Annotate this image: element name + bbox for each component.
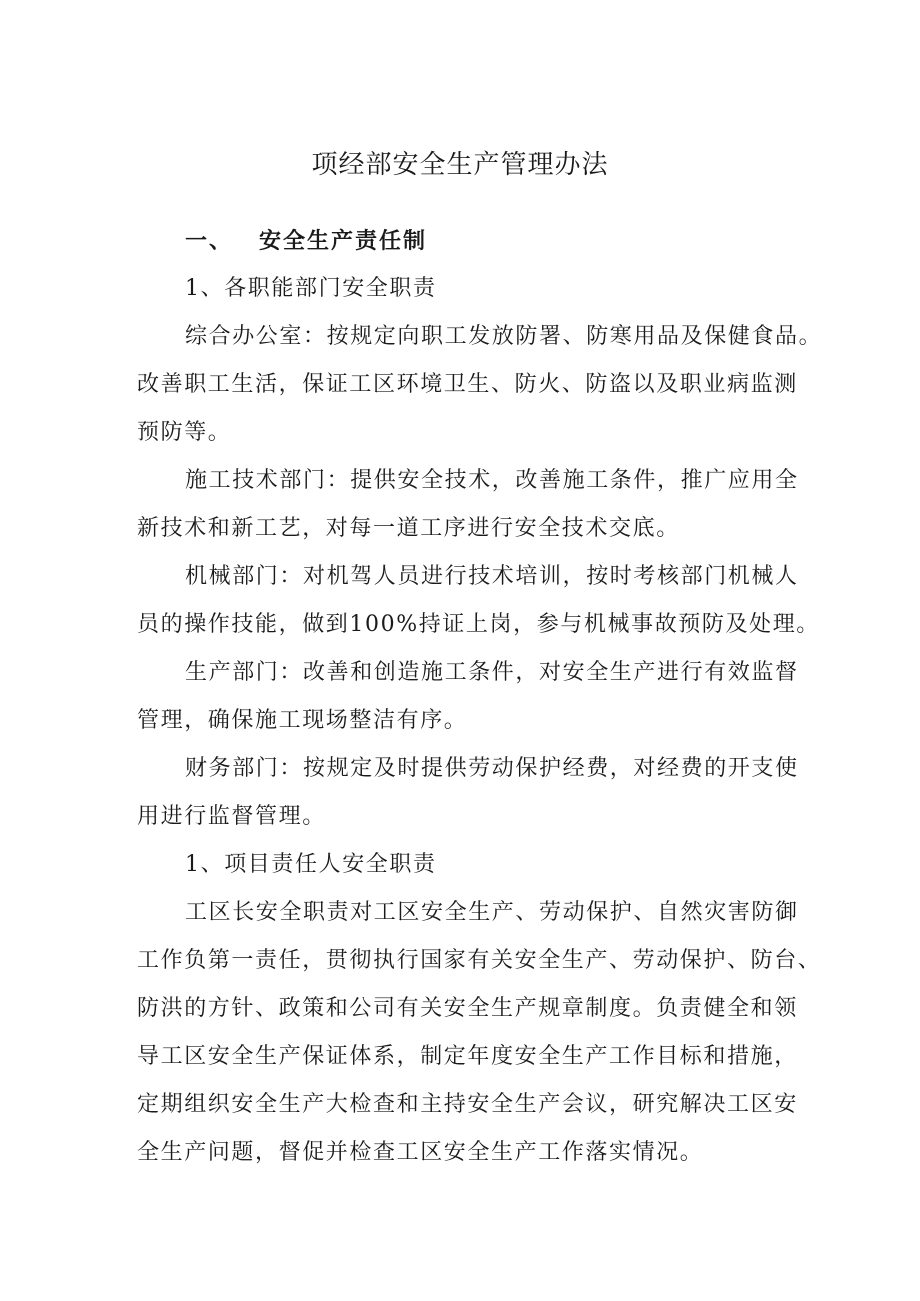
paragraph-line: 员的操作技能，做到100%持证上岗，参与机械事故预防及处理。 [137, 612, 820, 637]
paragraph-line: 防洪的方针、政策和公司有关安全生产规章制度。负责健全和领 [137, 996, 798, 1021]
paragraph-line: 工作负第一责任，贯彻执行国家有关安全生产、劳动保护、防台、 [137, 948, 822, 973]
paragraph-line: 管理，确保施工现场整洁有序。 [137, 708, 468, 733]
paragraph-line: 全生产问题，督促并检查工区安全生产工作落实情况。 [137, 1140, 704, 1165]
paragraph-line: 预防等。 [137, 420, 232, 445]
paragraph-line: 财务部门：按规定及时提供劳动保护经费，对经费的开支使 [185, 756, 799, 781]
paragraph-line: 导工区安全生产保证体系，制定年度安全生产工作目标和措施， [137, 1044, 798, 1069]
paragraph-line: 工区长安全职责对工区安全生产、劳动保护、自然灾害防御 [185, 900, 799, 925]
section-heading-text: 安全生产责任制 [259, 229, 428, 254]
page-title: 项经部安全生产管理办法 [311, 150, 609, 180]
section-number: 一、 [185, 229, 234, 254]
subheading-department-duties: 1、各职能部门安全职责 [185, 276, 437, 301]
paragraph-line: 用进行监督管理。 [137, 804, 326, 829]
paragraph-line: 施工技术部门：提供安全技术，改善施工条件，推广应用全 [185, 468, 799, 493]
paragraph-line: 生产部门：改善和创造施工条件，对安全生产进行有效监督 [185, 660, 799, 685]
section-heading-1 [185, 226, 427, 258]
paragraph-line: 新技术和新工艺，对每一道工序进行安全技术交底。 [137, 516, 680, 541]
paragraph-line: 机械部门：对机驾人员进行技术培训，按时考核部门机械人 [185, 564, 799, 589]
paragraph-line: 定期组织安全生产大检查和主持安全生产会议，研究解决工区安 [137, 1092, 798, 1117]
subheading-leader-duties: 1、项目责任人安全职责 [185, 852, 437, 877]
paragraph-line: 改善职工生活，保证工区环境卫生、防火、防盗以及职业病监测 [137, 372, 798, 397]
paragraph-line: 综合办公室：按规定向职工发放防署、防寒用品及保健食品。 [185, 324, 823, 349]
